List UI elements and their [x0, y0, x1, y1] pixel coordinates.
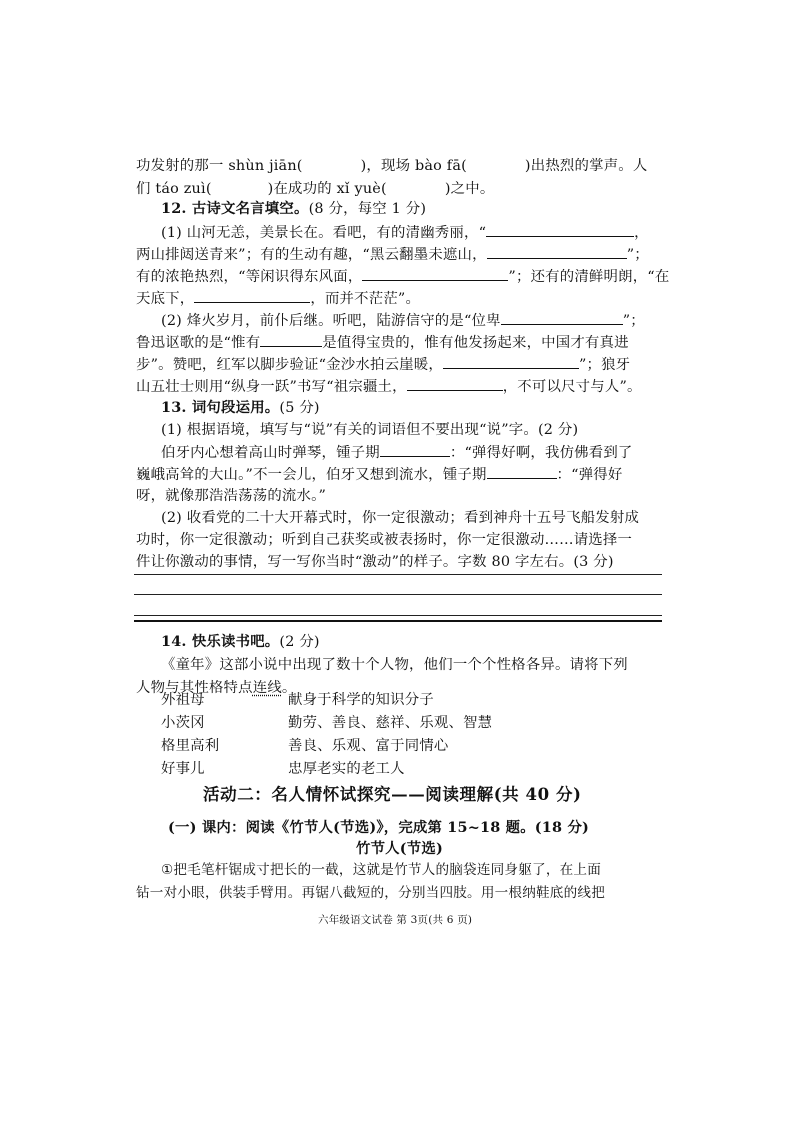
- q12-p2-line-2: [136, 333, 629, 352]
- part-one-heading: (一) 课内：阅读《竹节人(节选)》，完成第 15~18 题。(18 分): [168, 819, 590, 836]
- answer-blank[interactable]: [194, 289, 310, 303]
- q13-s1-line-1: [161, 421, 578, 439]
- writing-line-2[interactable]: [134, 594, 662, 595]
- character-item[interactable]: 小茨冈: [161, 715, 205, 731]
- passage-line-2: 钻一对小眼，供装手臂用。再锯八截短的，分别当四肢。用一根纳鞋底的线把: [136, 885, 605, 901]
- answer-blank[interactable]: [443, 355, 579, 369]
- q13-s1-line-4: [136, 487, 326, 505]
- q11-pinyin-xiyue: )在成功的 xǐ yuè(: [267, 181, 387, 197]
- character-item[interactable]: 外祖母: [161, 692, 205, 708]
- q12-p1-text: 两山排闼送青来”；有的生动有趣，“黑云翻墨未遮山，: [136, 247, 487, 263]
- q13-s2-line-3: 件让你激动的事情，写一写你当时“激动”的样子。字数 80 字左右。(3 分): [136, 554, 614, 570]
- character-list: [161, 689, 219, 781]
- q14-text: 人物与其性格特点: [136, 680, 253, 696]
- writing-line-3[interactable]: [134, 615, 662, 616]
- trait-item[interactable]: 勤劳、善良、慈祥、乐观、智慧: [288, 715, 493, 731]
- q14-score: (2 分): [279, 634, 320, 650]
- trait-item[interactable]: 献身于科学的知识分子: [288, 692, 434, 708]
- q13-heading: [161, 399, 320, 417]
- q12-heading: [161, 200, 426, 218]
- answer-blank[interactable]: [501, 311, 623, 325]
- q14-text: 。: [281, 680, 297, 696]
- q12-title: 12. 古诗文名言填空。: [161, 200, 309, 217]
- q11-pinyin-taozui: 们 táo zuì(: [136, 181, 212, 197]
- trait-item[interactable]: 忠厚老实的老工人: [288, 761, 405, 777]
- q12-p2-text: 鲁迅讴歌的是“惟有: [136, 335, 261, 351]
- writing-line-1[interactable]: [134, 574, 662, 575]
- q14-title: 14. 快乐读书吧。: [161, 633, 280, 650]
- q12-p1-text: ”；: [626, 247, 649, 263]
- answer-blank[interactable]: [362, 267, 508, 281]
- q12-score: (8 分，每空 1 分): [308, 201, 427, 217]
- q12-p2-text: 山五壮士则用“纵身一跃”书写“祖宗疆土，: [136, 379, 407, 395]
- q12-p1-text: ”；还有的清鲜明朗，“在: [508, 269, 670, 285]
- q14-heading: [161, 633, 320, 651]
- page-footer: 六年级语文试卷 第 3页(共 6 页): [318, 914, 473, 926]
- q12-p2-text: (2) 烽火岁月，前仆后继。听吧，陆游信守的是“位卑: [161, 313, 501, 329]
- q13-s1-text: (1) 根据语境，填写与“说”有关的词语但不要出现“说”字。(2 分): [161, 422, 579, 438]
- q13-s1-text: 伯牙内心想着高山时弹琴，锺子期: [161, 445, 380, 461]
- q14-emphasis: 连线: [252, 680, 282, 696]
- section-divider: [134, 620, 662, 622]
- q12-p2-text: ”；: [622, 313, 645, 329]
- q12-p2-line-4: [136, 377, 642, 396]
- q13-s1-text: 呀，就像那浩浩荡荡的流水。”: [136, 488, 327, 504]
- q13-score: (5 分): [279, 400, 320, 416]
- q12-p1-line-4: [136, 289, 420, 308]
- answer-blank[interactable]: [486, 223, 634, 237]
- activity-two-title: 活动二：名人情怀试探究——阅读理解(共 40 分): [203, 785, 582, 804]
- answer-blank[interactable]: [487, 245, 627, 259]
- answer-blank[interactable]: [380, 443, 450, 457]
- q12-p2-text: ，不可以尺寸与人”。: [502, 379, 642, 395]
- answer-blank[interactable]: [407, 377, 503, 391]
- character-item[interactable]: 好事儿: [161, 761, 205, 777]
- q13-s1-line-2: [161, 443, 633, 462]
- q13-s1-line-3: [136, 465, 622, 484]
- q12-p2-text: 步”。赞吧，红军以脚步验证“金沙水拍云崖暖，: [136, 357, 443, 373]
- trait-item[interactable]: 善良、乐观、富于同情心: [288, 738, 449, 754]
- q13-s1-text: ：“弹得好啊，我仿佛看到了: [449, 445, 633, 461]
- q12-p1-text: (1) 山河无恙，美景长在。看吧，有的清幽秀丽，“: [161, 225, 487, 241]
- q12-p2-line-1: [161, 311, 645, 330]
- q11-pinyin-baofa: )，现场 bào fā(: [360, 158, 467, 174]
- q14-line-1: 《童年》这部小说中出现了数十个人物，他们一个个性格各异。请将下列: [161, 657, 628, 673]
- q12-p2-text: ”；狼牙: [578, 357, 631, 373]
- answer-blank[interactable]: [487, 465, 557, 479]
- trait-list: [288, 689, 492, 781]
- passage-title: 竹节人(节选): [356, 840, 443, 857]
- passage-line-1: ①把毛笔杆锯成寸把长的一截，这就是竹节人的脑袋连同身躯了，在上面: [161, 862, 601, 878]
- q13-s1-text: ：“弹得好: [556, 467, 623, 483]
- q12-p1-text: 有的浓艳热烈，“等闲识得东风面，: [136, 269, 363, 285]
- q12-p1-line-3: [136, 267, 669, 286]
- q12-p1-text: ，而并不茫茫”。: [310, 291, 421, 307]
- q11-text-end: )之中。: [444, 181, 495, 197]
- character-item[interactable]: 格里高利: [161, 738, 220, 754]
- q12-p2-line-3: [136, 355, 630, 374]
- answer-blank[interactable]: [260, 333, 322, 347]
- q12-p1-line-2: [136, 245, 649, 264]
- q12-p1-text: 天底下，: [136, 291, 195, 307]
- q13-s2-line-1: (2) 收看党的二十大开幕式时，你一定很激动；看到神舟十五号飞船发射成: [161, 510, 640, 526]
- q12-p2-text: 是值得宝贵的，惟有他发扬起来，中国才有真进: [322, 335, 629, 351]
- q11-text: )出热烈的掌声。人: [524, 158, 648, 174]
- q13-s2-line-2: 功时，你一定很激动；听到自己获奖或被表扬时，你一定很激动……请选择一: [136, 532, 633, 548]
- q11-pinyin-shunjian: 功发射的那一 shùn jiān(: [136, 158, 303, 174]
- q13-s1-text: 巍峨高耸的大山。”不一会儿，伯牙又想到流水，锺子期: [136, 467, 487, 483]
- q12-p1-line-1: (1) 山河无恙，美景长在。看吧，有的清幽秀丽，“ ，: [161, 225, 649, 241]
- q11-line-2: [136, 180, 494, 198]
- q11-line-1: [136, 157, 647, 175]
- q13-title: 13. 词句段运用。: [161, 399, 280, 416]
